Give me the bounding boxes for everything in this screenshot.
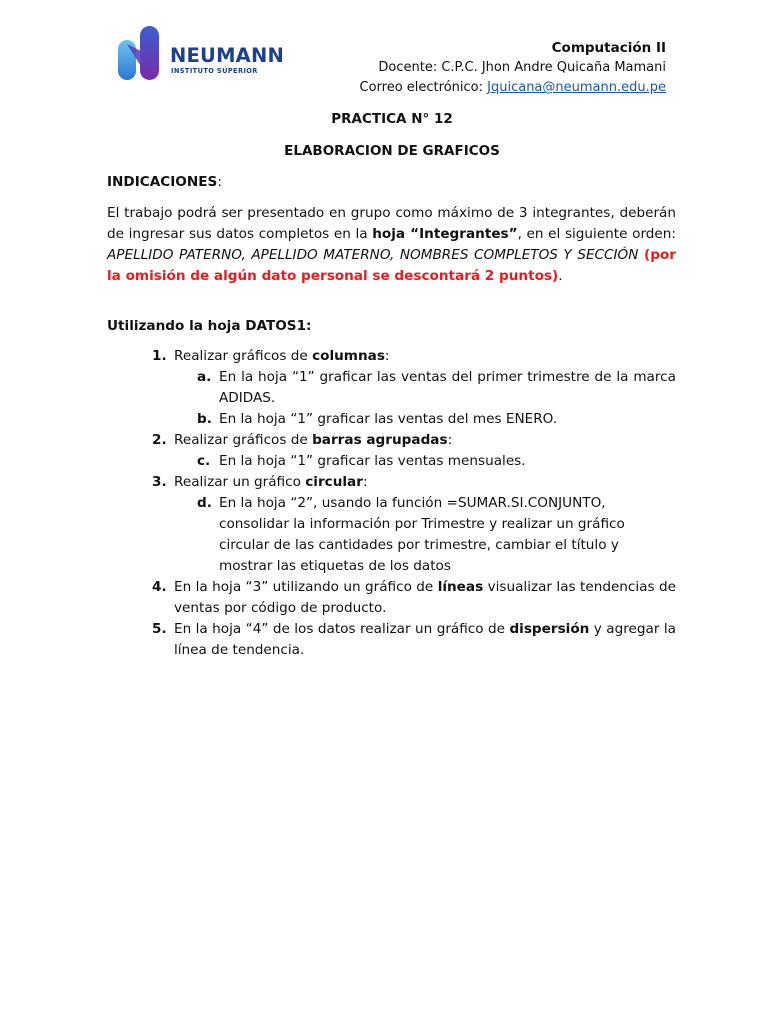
indications-text-2: , en el siguiente orden: xyxy=(517,226,676,242)
subject-title: ELABORACION DE GRAFICOS xyxy=(284,143,500,159)
item-text-end: : xyxy=(362,474,368,490)
item-number: 4. xyxy=(152,579,167,595)
indications-penalty: (por la omisión de algún dato personal se descontará 2 puntos) xyxy=(107,247,676,284)
item-number: 3. xyxy=(152,474,167,490)
item-keyword: líneas xyxy=(437,579,484,595)
indications-colon: : xyxy=(217,174,222,190)
sub-item-text: En la hoja “1” graficar las ventas mensuales. xyxy=(219,453,526,469)
indications-text-1: El trabajo podrá ser presentado en grupo como máximo de 3 integrantes, deberán de ingresar sus datos completos en la xyxy=(107,205,676,242)
instructions-list xyxy=(152,346,676,661)
item-text-end: y agregar la línea de tendencia. xyxy=(174,621,676,658)
sub-item-text: En la hoja “2”, usando la función =SUMAR.SI.CONJUNTO, consolidar la información por Trimestre y realizar un gráfico circular de las cantidades por trimestre, cambiar el título y mostrar las etiquetas de los datos xyxy=(219,495,625,574)
item-text-end: : xyxy=(447,432,453,448)
item-number: 2. xyxy=(152,432,167,448)
item-text: Realizar un gráfico xyxy=(174,474,306,490)
section-heading: Utilizando la hoja DATOS1: xyxy=(107,318,312,334)
list-item xyxy=(152,472,676,493)
teacher-line: Docente: C.P.C. Jhon Andre Quicaña Mamani xyxy=(378,60,666,75)
item-text: Realizar gráficos de xyxy=(174,348,313,364)
email-label: Correo electrónico: xyxy=(359,80,488,95)
sub-item-letter: b. xyxy=(197,411,212,427)
item-keyword: barras agrupadas xyxy=(312,432,448,448)
item-keyword: dispersión xyxy=(509,621,590,637)
indications-label: INDICACIONES xyxy=(107,174,218,190)
indications-paragraph xyxy=(107,203,676,287)
sub-list-item xyxy=(152,367,676,409)
practice-title: PRACTICA N° 12 xyxy=(331,111,453,127)
item-keyword: circular xyxy=(305,474,363,490)
item-text: En la hoja “4” de los datos realizar un gráfico de xyxy=(174,621,510,637)
header-info xyxy=(360,38,666,98)
logo-subtitle: INSTITUTO SUPERIOR xyxy=(171,67,258,75)
course-title: Computación II xyxy=(551,40,666,56)
sub-item-text: En la hoja “1” graficar las ventas del primer trimestre de la marca ADIDAS. xyxy=(219,369,676,406)
list-item xyxy=(152,346,676,367)
item-text: En la hoja “3” utilizando un gráfico de xyxy=(174,579,438,595)
neumann-logo xyxy=(117,24,287,84)
item-number: 5. xyxy=(152,621,167,637)
item-keyword: columnas xyxy=(312,348,385,364)
email-link[interactable]: Jquicana@neumann.edu.pe xyxy=(487,80,666,95)
item-text-end: : xyxy=(384,348,390,364)
indications-heading xyxy=(107,172,676,193)
sub-list-item xyxy=(152,409,676,430)
indications-sheet-name: hoja “Integrantes” xyxy=(372,226,518,242)
sub-item-letter: a. xyxy=(197,369,212,385)
sub-list-item xyxy=(152,451,676,472)
indications-end: . xyxy=(558,268,563,284)
sub-item-letter: c. xyxy=(197,453,211,469)
list-item xyxy=(152,577,676,619)
item-number: 1. xyxy=(152,348,167,364)
list-item xyxy=(152,430,676,451)
indications-order: APELLIDO PATERNO, APELLIDO MATERNO, NOMBRES COMPLETOS Y SECCIÓN xyxy=(107,247,639,263)
email-line xyxy=(360,78,666,98)
logo-wordmark: NEUMANN xyxy=(170,44,285,67)
list-item xyxy=(152,619,676,661)
item-text-end: visualizar las tendencias de ventas por código de producto. xyxy=(174,579,676,616)
sub-item-text: En la hoja “1” graficar las ventas del mes ENERO. xyxy=(219,411,558,427)
item-text: Realizar gráficos de xyxy=(174,432,313,448)
sub-list-item xyxy=(152,493,676,577)
neumann-logo-mark-icon xyxy=(117,24,165,84)
sub-item-letter: d. xyxy=(197,495,212,511)
